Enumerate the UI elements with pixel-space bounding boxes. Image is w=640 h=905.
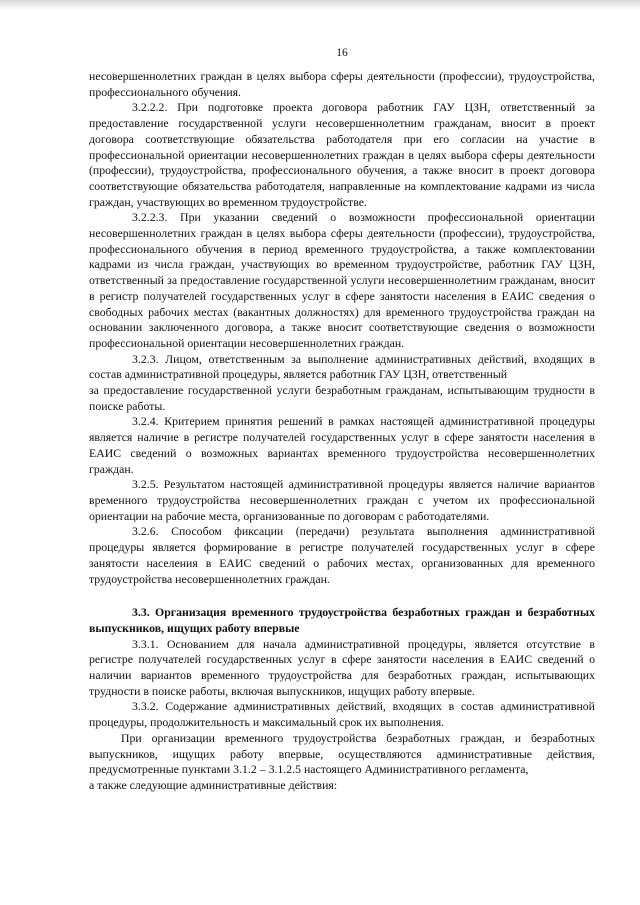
paragraph-3-3-2: 3.3.2. Содержание административных действий, входящих в состав административной процедуры, продолжительность и максимальный срок их выполнения. <box>89 699 595 730</box>
paragraph-3-2-3: 3.2.3. Лицом, ответственным за выполнение административных действий, входящих в состав административной процедуры, является работник ГАУ ЦЗН, ответственный <box>89 351 595 382</box>
paragraph-following-actions: а также следующие административные действия: <box>89 777 338 792</box>
paragraph-continuation: несовершеннолетних граждан в целях выбора сферы деятельности (профессии), трудоустройства, профессионального обучения. <box>89 69 595 99</box>
paragraph-3-2-2-2: 3.2.2.2. При подготовке проекта договора работник ГАУ ЦЗН, ответственный за предоставление государственной услуги несовершеннолетним гражданам, вносит в проект договора соответствующие обязательства работодателя при его согласии на участие в профессиональной ориентации несовершеннолетних граждан в целях выбора сферы деятельности (профессии), трудоустройства, профессионального обучения, а также вносит в проект договора соответствующие обязательства работодателя, направленные на комплектование кадрами из числа граждан, участвующих во временном трудоустройстве. <box>89 100 595 209</box>
paragraph-3-2-5: 3.2.5. Результатом настоящей административной процедуры является наличие вариантов временного трудоустройства несовершеннолетних граждан с учетом их профессиональной ориентации на рабочие места, организованные по договорам с работодателями. <box>89 477 595 523</box>
paragraph-3-2-6: 3.2.6. Способом фиксации (передачи) результата выполнения административной процедуры является формирование в регистре получателей государственных услуг в сфере занятости населения в ЕАИС сведений о рабочих местах, организованных для временного трудоустройства несовершеннолетних граждан. <box>89 524 595 586</box>
paragraph-3-3-1: 3.3.1. Основанием для начала административной процедуры, является отсутствие в регистре получателей государственных услуг в сфере занятости населения в ЕАИС сведений о наличии вариантов временного трудоустройства для безработных граждан, испытывающих трудности в поиске работы, включая выпускников, ищущих работу впервые. <box>89 636 595 698</box>
paragraph-organization: При организации временного трудоустройства безработных граждан, и безработных выпускников, ищущих работу впервые, осуществляются административные действия, предусмотренные пунктами 3.1.2 – 3.1.2.5 настоящего Административного регламента, <box>89 730 595 777</box>
paragraph-3-2-3-continuation: за предоставление государственной услуги безработным гражданам, испытывающим трудности в поиске работы. <box>89 383 595 413</box>
section-title-3-3: 3.3. Организация временного трудоустройства безработных граждан и безработных выпускников, ищущих работу впервые <box>89 605 595 635</box>
document-page <box>89 46 595 794</box>
paragraph-3-2-4: 3.2.4. Критерием принятия решений в рамках настоящей административной процедуры является наличие в регистре получателей государственных услуг в сфере занятости населения в ЕАИС сведений о возможных вариантах временного трудоустройства несовершеннолетних граждан. <box>89 414 595 476</box>
page-number: 16 <box>336 47 348 59</box>
scan-edge-shadow <box>0 0 640 10</box>
section-gap <box>89 587 595 605</box>
paragraph-3-2-2-3: 3.2.2.3. При указании сведений о возможности профессиональной ориентации несовершеннолетних граждан в целях выбора сферы деятельности (профессии), трудоустройства, профессионального обучения в период временного трудоустройства, а также комплектовании кадрами из числа граждан, участвующих во временном трудоустройстве, работник ГАУ ЦЗН, ответственный за предоставление государственной услуги несовершеннолетним гражданам, вносит в регистр получателей государственных услуг в сфере занятости населения в ЕАИС сведения о свободных рабочих местах (вакантных должностях) для временного трудоустройства граждан на основании заключенного договора, а также вносит соответствующие сведения о возможности профессиональной ориентации несовершеннолетних граждан. <box>89 210 595 350</box>
